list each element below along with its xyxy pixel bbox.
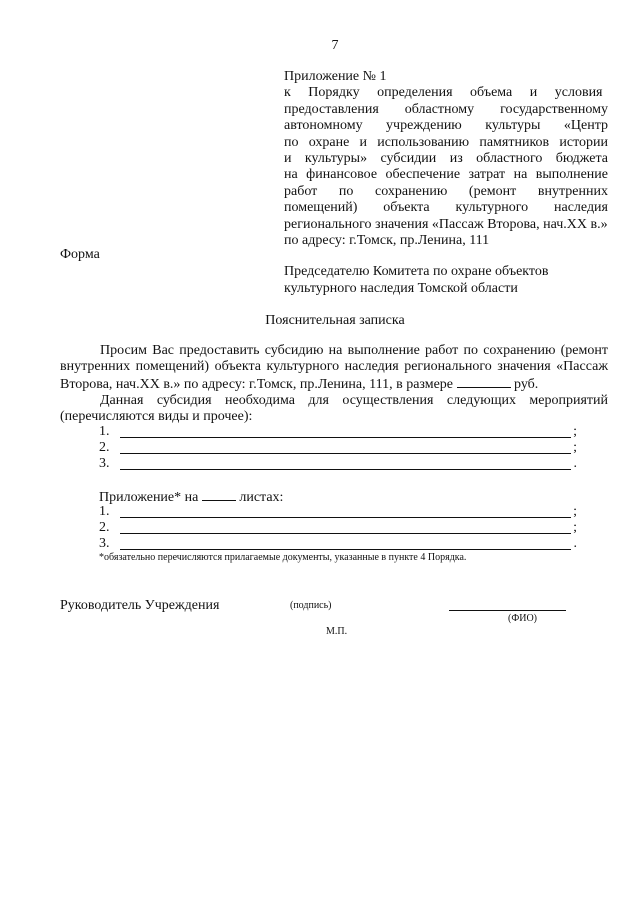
- request-paragraph: [60, 343, 608, 425]
- attachments-text: Приложение* на: [99, 490, 202, 505]
- sheets-blank: [202, 488, 236, 501]
- fio-blank-line: [449, 610, 566, 611]
- annex-line: регионального значения «Пассаж Второва, нач.XX в.»: [284, 216, 608, 232]
- addressee: [284, 263, 548, 297]
- annex-line: к Порядку определения объема и условия: [284, 85, 603, 101]
- addressee-line: культурного наследия Томской области: [284, 281, 518, 296]
- blank-line: [120, 469, 571, 470]
- addressee-line: Председателю Комитета по охране объектов: [284, 264, 549, 279]
- activity-row: [99, 424, 577, 440]
- activity-number: 1.: [99, 424, 110, 439]
- attachment-row: [99, 536, 577, 552]
- footnote: *обязательно перечисляются прилагаемые документы, указанные в пункте 4 Порядка.: [99, 552, 467, 563]
- blank-line: [120, 517, 571, 518]
- annex-line: предоставления областному государственному: [284, 101, 608, 117]
- annex-line: на финансовое обеспечение затрат на выполнение: [284, 167, 608, 183]
- signer-title: Руководитель Учреждения: [60, 598, 220, 613]
- activity-punct: ;: [573, 440, 577, 455]
- request-line: Просим Вас предоставить субсидию на выполнение работ по сохранению (ремонт: [100, 343, 608, 358]
- annex-header: [284, 69, 608, 249]
- annex-line: помещений) объекта культурного наследия: [284, 200, 608, 216]
- blank-line: [120, 453, 571, 454]
- annex-line: и культуры» субсидии из областного бюджета: [284, 151, 608, 167]
- blank-line: [120, 437, 571, 438]
- document-title: Пояснительная записка: [265, 313, 405, 328]
- annex-line: по адресу: г.Томск, пр.Ленина, 111: [284, 233, 490, 249]
- attachment-number: 1.: [99, 504, 110, 519]
- request-line: внутренних помещений) объекта культурного наследия регионального значения «Пассаж: [60, 359, 608, 374]
- annex-line: автономному учреждению культуры «Центр: [284, 118, 608, 134]
- activity-number: 2.: [99, 440, 110, 455]
- activity-punct: .: [573, 456, 577, 471]
- activity-row: [99, 440, 577, 456]
- attachment-row: [99, 504, 577, 520]
- attachments-text: листах:: [235, 490, 284, 505]
- attachment-punct: .: [573, 536, 577, 551]
- annex-title: Приложение № 1: [284, 69, 387, 84]
- annex-line: по охране и использованию памятников истории: [284, 134, 608, 150]
- attachment-punct: ;: [573, 504, 577, 519]
- form-label: Форма: [60, 247, 100, 262]
- activity-number: 3.: [99, 456, 110, 471]
- stamp-label: М.П.: [326, 626, 348, 637]
- request-text: Второва, нач.XX в.» по адресу: г.Томск, пр.Ленина, 111, в размере: [60, 377, 457, 392]
- page-number: 7: [331, 38, 339, 53]
- request-text: руб.: [510, 377, 539, 392]
- request-line: (перечисляются виды и прочее):: [60, 409, 253, 424]
- request-line: Данная субсидия необходима для осуществления следующих мероприятий: [100, 393, 608, 408]
- amount-blank: [457, 375, 511, 388]
- attachment-punct: ;: [573, 520, 577, 535]
- annex-line: работ по сохранению (ремонт внутренних: [284, 183, 608, 199]
- attachment-number: 2.: [99, 520, 110, 535]
- signature-label: (подпись): [290, 600, 332, 611]
- activity-punct: ;: [573, 424, 577, 439]
- blank-line: [120, 533, 571, 534]
- activity-row: [99, 456, 577, 472]
- attachment-row: [99, 520, 577, 536]
- fio-label: (ФИО): [508, 613, 538, 624]
- attachment-number: 3.: [99, 536, 110, 551]
- request-line: [60, 375, 608, 393]
- blank-line: [120, 549, 571, 550]
